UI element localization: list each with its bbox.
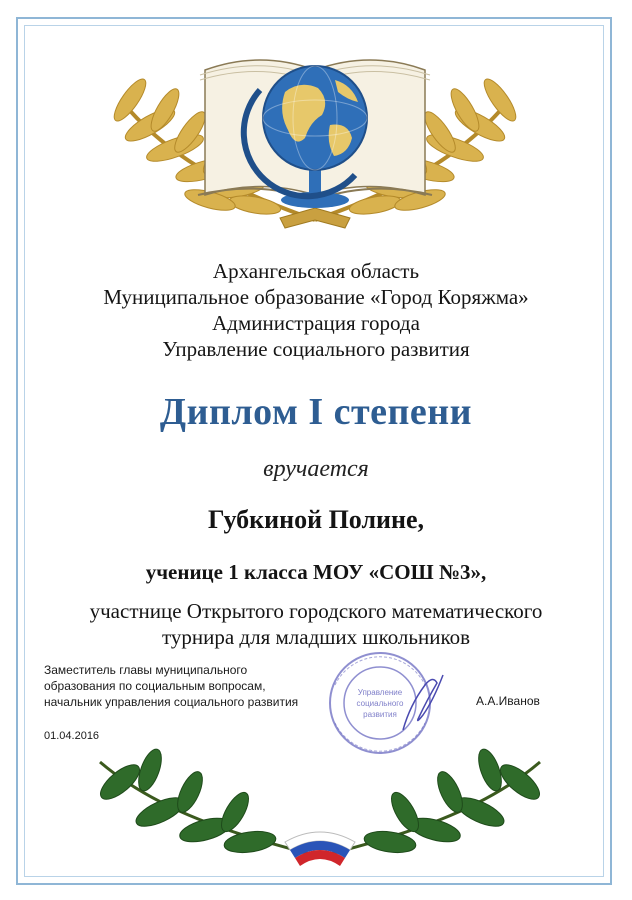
municipality-line: Муниципальное образование «Город Коряжма»: [103, 285, 529, 309]
administration-line: Администрация города: [212, 311, 420, 335]
tricolor-ribbon-icon: [285, 832, 355, 866]
diploma-title: Диплом I степени: [159, 391, 473, 433]
region-line: Архангельская область: [212, 259, 420, 283]
participant-line: турнира для младших школьников: [161, 625, 471, 649]
student-info: ученице 1 класса МОУ «СОШ №3»,: [145, 560, 487, 584]
signer-line: образования по социальным вопросам,: [44, 679, 266, 693]
issue-date: 01.04.2016: [44, 730, 100, 742]
signer-line: начальник управления социального развития: [44, 695, 299, 709]
department-line: Управление социального развития: [162, 337, 470, 361]
svg-text:развития: развития: [363, 710, 397, 719]
signatory-name: А.А.Иванов: [476, 694, 540, 708]
signature-icon: [403, 675, 443, 730]
signer-line: Заместитель главы муниципального: [44, 663, 248, 677]
recipient-name: Губкиной Полине,: [207, 505, 425, 534]
organization-header: [0, 258, 632, 362]
participant-text: [0, 598, 632, 650]
awarded-text: вручается: [263, 456, 369, 482]
svg-text:Управление: Управление: [357, 688, 403, 697]
globe-book-emblem: [90, 30, 540, 235]
svg-text:социального: социального: [356, 699, 404, 708]
green-laurel-icon: [80, 742, 560, 872]
participant-line: участнице Открытого городского математического: [89, 599, 543, 623]
